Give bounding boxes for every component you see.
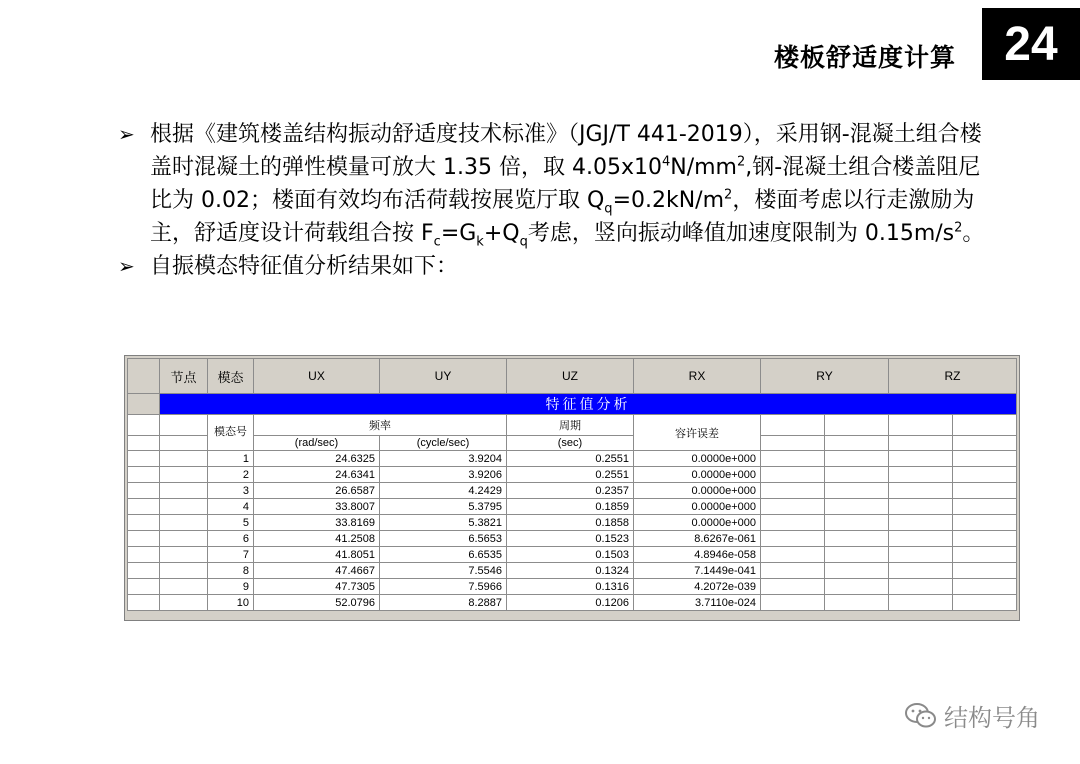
row-header-corner[interactable] xyxy=(128,359,160,394)
sub-header-frequency: 频率 xyxy=(254,415,507,436)
table-cell[interactable] xyxy=(761,563,825,579)
cycle-freq-cell[interactable]: 3.9204 xyxy=(380,451,507,467)
period-cell[interactable]: 0.2551 xyxy=(507,467,634,483)
table-cell[interactable] xyxy=(160,436,208,451)
cycle-freq-cell[interactable]: 5.3821 xyxy=(380,515,507,531)
table-row xyxy=(128,563,1017,579)
rad-freq-cell[interactable]: 41.8051 xyxy=(254,547,380,563)
bullet-text: 自振模态特征值分析结果如下： xyxy=(150,254,459,279)
watermark xyxy=(904,698,1040,733)
table-cell[interactable] xyxy=(825,451,889,467)
mode-cell[interactable]: 10 xyxy=(208,595,254,611)
mode-cell[interactable]: 1 xyxy=(208,451,254,467)
cycle-freq-cell[interactable]: 5.3795 xyxy=(380,499,507,515)
cycle-freq-cell[interactable]: 4.2429 xyxy=(380,483,507,499)
table-cell[interactable] xyxy=(825,467,889,483)
tolerance-cell[interactable]: 0.0000e+000 xyxy=(634,451,761,467)
bullet-list xyxy=(118,118,998,283)
mode-cell[interactable]: 2 xyxy=(208,467,254,483)
table-cell[interactable] xyxy=(953,595,1017,611)
period-cell[interactable]: 0.1206 xyxy=(507,595,634,611)
table-cell[interactable] xyxy=(889,595,953,611)
rad-freq-cell[interactable]: 41.2508 xyxy=(254,531,380,547)
arrow-bullet-icon: ➢ xyxy=(118,122,135,146)
wechat-icon xyxy=(904,702,938,730)
banner-row xyxy=(128,394,1017,415)
table-row xyxy=(128,547,1017,563)
period-cell[interactable]: 0.1316 xyxy=(507,579,634,595)
rad-freq-cell[interactable]: 24.6325 xyxy=(254,451,380,467)
table-cell[interactable] xyxy=(825,563,889,579)
table-cell[interactable] xyxy=(825,499,889,515)
watermark-text: 结构号角 xyxy=(944,704,1040,732)
rad-freq-cell[interactable]: 33.8169 xyxy=(254,515,380,531)
table-cell[interactable] xyxy=(953,436,1017,451)
table-cell[interactable] xyxy=(953,415,1017,436)
table-cell[interactable] xyxy=(160,415,208,436)
column-header[interactable]: RZ xyxy=(889,359,1017,394)
table-cell[interactable] xyxy=(761,451,825,467)
row-header[interactable] xyxy=(128,531,160,547)
column-header[interactable]: UY xyxy=(380,359,507,394)
table-cell[interactable] xyxy=(889,483,953,499)
table-cell[interactable] xyxy=(889,563,953,579)
table-row xyxy=(128,515,1017,531)
cycle-freq-cell[interactable]: 7.5546 xyxy=(380,563,507,579)
mode-cell[interactable]: 8 xyxy=(208,563,254,579)
table-cell[interactable] xyxy=(953,579,1017,595)
row-header[interactable] xyxy=(128,547,160,563)
table-cell[interactable] xyxy=(761,483,825,499)
table-cell[interactable] xyxy=(160,499,208,515)
row-header[interactable] xyxy=(128,515,160,531)
table-cell[interactable] xyxy=(889,451,953,467)
tolerance-cell[interactable]: 4.2072e-039 xyxy=(634,579,761,595)
row-header[interactable] xyxy=(128,451,160,467)
tolerance-cell[interactable]: 0.0000e+000 xyxy=(634,483,761,499)
tolerance-cell[interactable]: 0.0000e+000 xyxy=(634,467,761,483)
unit-rad-sec: (rad/sec) xyxy=(254,436,380,451)
column-header[interactable]: RX xyxy=(634,359,761,394)
column-header[interactable]: UZ xyxy=(507,359,634,394)
table-cell[interactable] xyxy=(761,579,825,595)
arrow-bullet-icon: ➢ xyxy=(118,254,135,278)
table-cell[interactable] xyxy=(953,531,1017,547)
rad-freq-cell[interactable]: 26.6587 xyxy=(254,483,380,499)
table-cell[interactable] xyxy=(825,595,889,611)
rad-freq-cell[interactable]: 33.8007 xyxy=(254,499,380,515)
cycle-freq-cell[interactable]: 6.6535 xyxy=(380,547,507,563)
table-cell[interactable] xyxy=(889,499,953,515)
table-cell[interactable] xyxy=(160,467,208,483)
table-cell[interactable] xyxy=(761,547,825,563)
mode-cell[interactable]: 5 xyxy=(208,515,254,531)
table-cell[interactable] xyxy=(160,563,208,579)
mode-cell[interactable]: 3 xyxy=(208,483,254,499)
table-cell[interactable] xyxy=(953,483,1017,499)
sub-header-row xyxy=(128,436,1017,451)
table-cell[interactable] xyxy=(160,451,208,467)
mode-cell[interactable]: 7 xyxy=(208,547,254,563)
table-cell[interactable] xyxy=(761,499,825,515)
unit-cycle-sec: (cycle/sec) xyxy=(380,436,507,451)
table-cell[interactable] xyxy=(889,547,953,563)
row-header[interactable] xyxy=(128,436,160,451)
bullet-item xyxy=(118,250,998,283)
row-header[interactable] xyxy=(128,499,160,515)
table-row xyxy=(128,483,1017,499)
period-cell[interactable]: 0.1324 xyxy=(507,563,634,579)
tolerance-cell[interactable]: 4.8946e-058 xyxy=(634,547,761,563)
table-cell[interactable] xyxy=(160,515,208,531)
cycle-freq-cell[interactable]: 3.9206 xyxy=(380,467,507,483)
mode-cell[interactable]: 9 xyxy=(208,579,254,595)
row-header[interactable] xyxy=(128,483,160,499)
table-cell[interactable] xyxy=(825,436,889,451)
table-cell[interactable] xyxy=(953,499,1017,515)
bullet-text: 根据《建筑楼盖结构振动舒适度技术标准》（JGJ/T 441-2019），采用钢-混凝土组合楼盖时混凝土的弹性模量可放大 1.35 倍，取 $4.05x10^4N/mm^2$,钢-混凝土组合楼盖阻尼比为 0.02；楼面有效均布活荷载按展览厅取 $Q_q=0.2kN/m^2$，楼面考虑以行走激励为主，舒适度设计荷载组合按 $F_c=G_k+Q_q$考虑，竖向振动峰值加速度限制为 $0.15m/s^2$。 xyxy=(150,122,985,250)
period-cell[interactable]: 0.2357 xyxy=(507,483,634,499)
table-cell[interactable] xyxy=(761,467,825,483)
table-cell[interactable] xyxy=(825,531,889,547)
table-cell[interactable] xyxy=(825,579,889,595)
row-header[interactable] xyxy=(128,563,160,579)
tolerance-cell[interactable]: 0.0000e+000 xyxy=(634,515,761,531)
table-cell[interactable] xyxy=(825,515,889,531)
cycle-freq-cell[interactable]: 8.2887 xyxy=(380,595,507,611)
table-row xyxy=(128,595,1017,611)
row-header[interactable] xyxy=(128,394,160,415)
sub-header-tolerance: 容许误差 xyxy=(634,415,761,451)
period-cell[interactable]: 0.2551 xyxy=(507,451,634,467)
table-row xyxy=(128,499,1017,515)
table-cell[interactable] xyxy=(761,531,825,547)
period-cell[interactable]: 0.1859 xyxy=(507,499,634,515)
table-cell[interactable] xyxy=(825,483,889,499)
table-cell[interactable] xyxy=(160,531,208,547)
cycle-freq-cell[interactable]: 6.5653 xyxy=(380,531,507,547)
sub-header-period: 周期 xyxy=(507,415,634,436)
rad-freq-cell[interactable]: 47.4667 xyxy=(254,563,380,579)
table-row xyxy=(128,467,1017,483)
table-row xyxy=(128,451,1017,467)
table-cell[interactable] xyxy=(825,547,889,563)
sub-header-row xyxy=(128,415,1017,436)
table-cell[interactable] xyxy=(761,415,825,436)
table-cell[interactable] xyxy=(761,515,825,531)
table-cell[interactable] xyxy=(160,579,208,595)
table-cell[interactable] xyxy=(761,595,825,611)
row-header[interactable] xyxy=(128,467,160,483)
table-cell[interactable] xyxy=(889,467,953,483)
table-cell[interactable] xyxy=(160,547,208,563)
table-cell[interactable] xyxy=(953,451,1017,467)
table-cell[interactable] xyxy=(889,531,953,547)
table-cell[interactable] xyxy=(953,563,1017,579)
tolerance-cell[interactable]: 8.6267e-061 xyxy=(634,531,761,547)
table-cell[interactable] xyxy=(953,515,1017,531)
mode-cell[interactable]: 4 xyxy=(208,499,254,515)
column-header[interactable]: 节点 xyxy=(160,359,208,394)
row-header[interactable] xyxy=(128,595,160,611)
table-cell[interactable] xyxy=(889,415,953,436)
period-cell[interactable]: 0.1503 xyxy=(507,547,634,563)
table-cell[interactable] xyxy=(160,595,208,611)
table-cell[interactable] xyxy=(889,579,953,595)
mode-cell[interactable]: 6 xyxy=(208,531,254,547)
table-banner: 特征值分析 xyxy=(160,394,1017,415)
table-cell[interactable] xyxy=(160,483,208,499)
eigenvalue-table-window xyxy=(124,355,1020,621)
table-cell[interactable] xyxy=(825,415,889,436)
page-number-badge: 24 xyxy=(982,8,1080,80)
tolerance-cell[interactable]: 7.1449e-041 xyxy=(634,563,761,579)
period-cell[interactable]: 0.1858 xyxy=(507,515,634,531)
row-header[interactable] xyxy=(128,415,160,436)
bullet-item xyxy=(118,118,998,250)
period-cell[interactable]: 0.1523 xyxy=(507,531,634,547)
rad-freq-cell[interactable]: 52.0796 xyxy=(254,595,380,611)
page-title: 楼板舒适度计算 xyxy=(773,43,956,72)
table-cell[interactable] xyxy=(889,515,953,531)
row-header[interactable] xyxy=(128,579,160,595)
column-header[interactable]: 模态 xyxy=(208,359,254,394)
table-cell[interactable] xyxy=(761,436,825,451)
rad-freq-cell[interactable]: 24.6341 xyxy=(254,467,380,483)
cycle-freq-cell[interactable]: 7.5966 xyxy=(380,579,507,595)
column-header[interactable]: UX xyxy=(254,359,380,394)
rad-freq-cell[interactable]: 47.7305 xyxy=(254,579,380,595)
eigenvalue-table xyxy=(127,358,1017,611)
table-cell[interactable] xyxy=(953,467,1017,483)
sub-header-mode-no: 模态号 xyxy=(208,415,254,451)
tolerance-cell[interactable]: 0.0000e+000 xyxy=(634,499,761,515)
table-cell[interactable] xyxy=(953,547,1017,563)
table-row xyxy=(128,579,1017,595)
column-header-row xyxy=(128,359,1017,394)
table-cell[interactable] xyxy=(889,436,953,451)
table-row xyxy=(128,531,1017,547)
unit-sec: (sec) xyxy=(507,436,634,451)
column-header[interactable]: RY xyxy=(761,359,889,394)
tolerance-cell[interactable]: 3.7110e-024 xyxy=(634,595,761,611)
